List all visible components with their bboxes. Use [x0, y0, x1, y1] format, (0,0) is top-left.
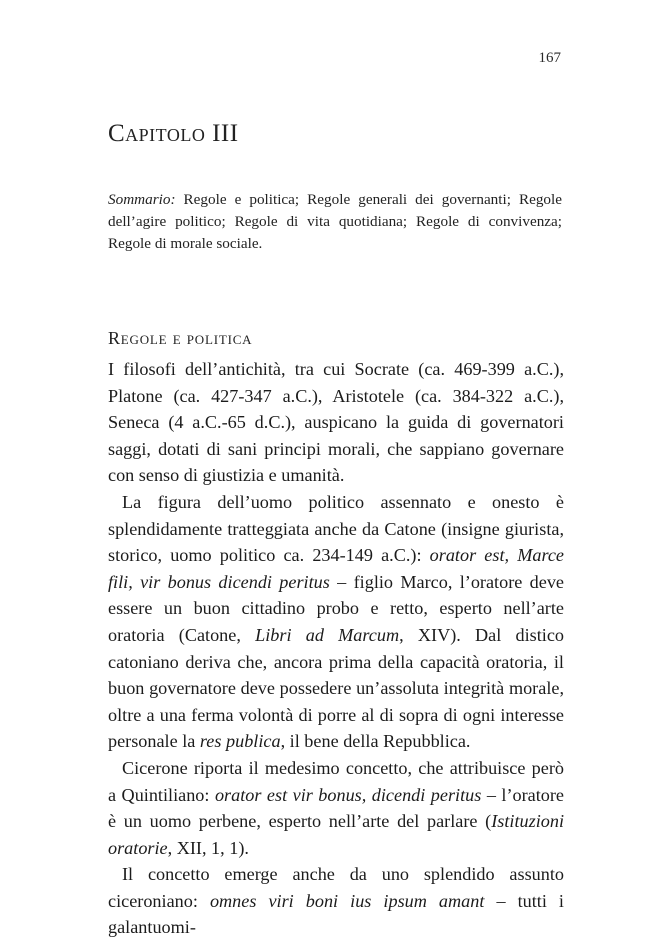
body-text-run: La figura dell’uomo politico assennato e onesto è splendidamente tratteggiata anche da Catone (insigne giurista, storico, uomo politico ca. 234-149 a.C.):	[108, 491, 564, 566]
summary-label: Sommario:	[108, 191, 176, 208]
body-text-run: Cicerone riporta il medesimo concetto, che attribuisce però a Quintiliano:	[108, 757, 564, 805]
body-text-run: – figlio Marco, l’oratore deve essere un buon cittadino probo e retto, esperto nell’arte oratoria (Catone,	[108, 571, 564, 645]
body-paragraph	[108, 861, 564, 941]
body-text-run: – l’oratore è un uomo perbene, esperto nell’arte del parlare (	[108, 784, 564, 832]
chapter-title: Capitolo III	[108, 120, 239, 147]
body-text-run: – tutti i galantuomi-	[108, 890, 564, 938]
italic-text: Istituzioni oratorie	[108, 811, 564, 858]
body-paragraph	[108, 489, 564, 755]
body-text-run: Il concetto emerge anche da uno splendido assunto ciceroniano:	[108, 864, 564, 911]
summary-text: Regole e politica; Regole generali dei governanti; Regole dell’agire politico; Regole di vita quotidiana; Regole di convivenza; Regole di morale sociale.	[108, 191, 562, 252]
body-text-run: , XIV). Dal distico catoniano deriva che, ancora prima della capacità oratoria, il buon governatore deve possedere un’assoluta integrità morale, oltre a una ferma volontà di porre al di sopra di ogni interesse personale la	[108, 624, 565, 752]
body-paragraph	[108, 755, 564, 861]
section-heading: Regole e politica	[108, 328, 253, 348]
body-text-run: , XII, 1, 1).	[167, 837, 249, 858]
italic-text: Libri ad Marcum	[255, 624, 400, 645]
body-text-run: , il bene della Repubblica.	[280, 731, 471, 752]
italic-text: orator est vir bonus, dicendi peritus	[214, 784, 482, 805]
italic-text: orator est, Marce fili, vir bonus dicendi peritus	[108, 545, 564, 592]
body-text	[108, 356, 564, 941]
italic-text: res publica	[199, 731, 281, 752]
italic-text: omnes viri boni ius ipsum amant	[209, 890, 485, 911]
body-paragraph	[108, 356, 564, 489]
chapter-summary	[108, 189, 562, 255]
page-number: 167	[538, 50, 561, 66]
body-text-run: I filosofi dell’antichità, tra cui Socrate (ca. 469-399 a.C.), Platone (ca. 427-347 a.C.), Aristotele (ca. 384-322 a.C.), Seneca (4 a.C.-65 d.C.), auspicano la guida di governatori saggi, dotati di sani principi morali, che sappiano governare con senso di giustizia e umanità.	[108, 359, 564, 486]
